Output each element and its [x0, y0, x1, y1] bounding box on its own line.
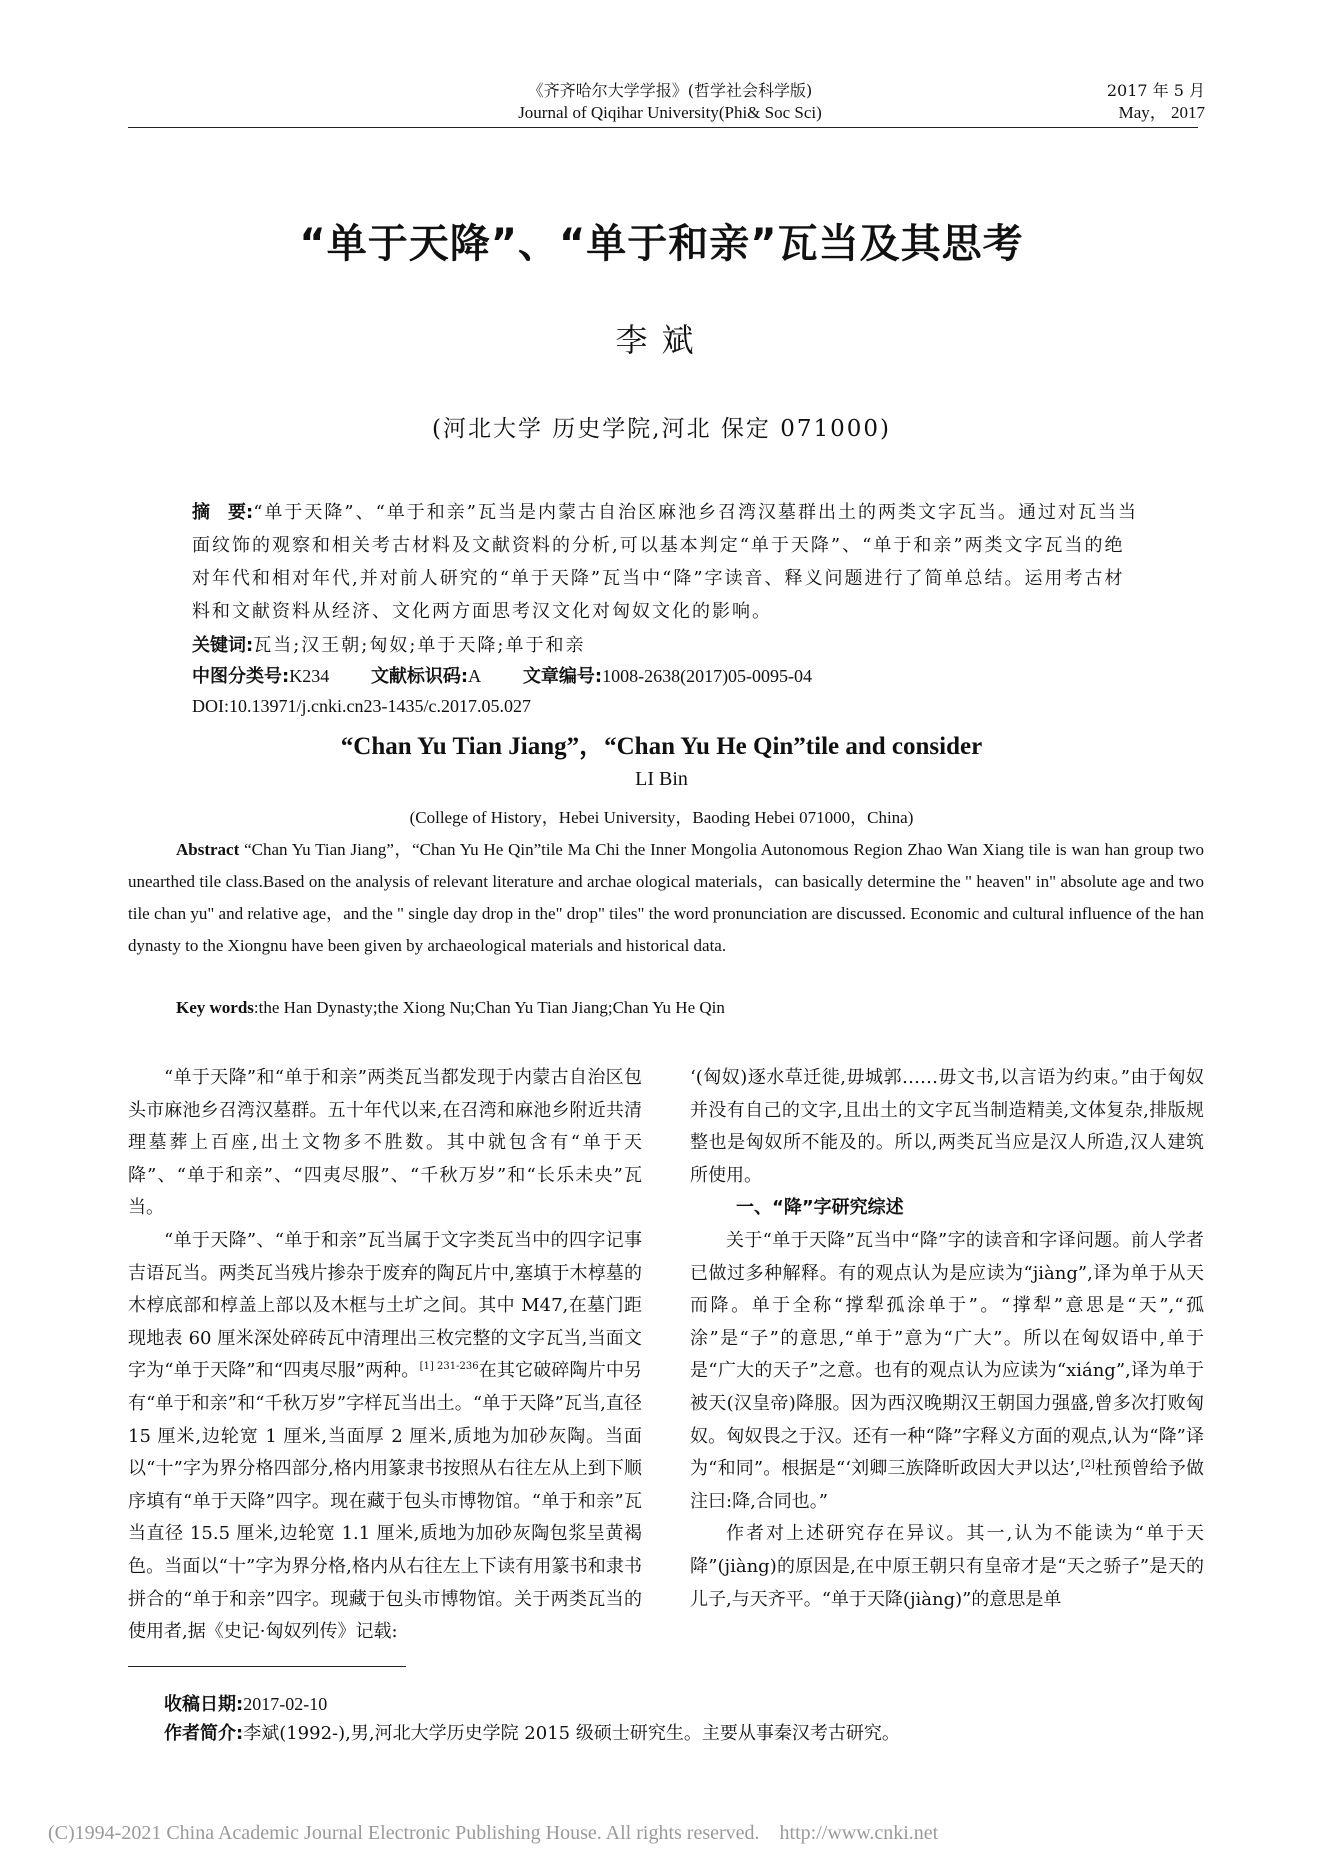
doi: DOI:10.13971/j.cnki.cn23-1435/c.2017.05.027 — [192, 696, 531, 716]
received-value: 2017-02-10 — [243, 1694, 328, 1714]
article-no-value: 1008-2638(2017)05-0095-04 — [602, 666, 813, 686]
abstract-en-text: “Chan Yu Tian Jiang”，“Chan Yu He Qin”tile Ma Chi the Inner Mongolia Autonomous Region Zhao Wan Xiang tile is wan han group two unearthed tile class.Based on the analysis of relevant literature and archae ological materials，can basically determine the " heaven" in" absolute age and two tile chan yu" and relative age，and the " single day drop in the" drop" tiles" the word pronunciation are discussed. Economic and cultural influence of the han dynasty to the Xiongnu have been given by archaeological materials and historical data. — [128, 840, 1204, 955]
paper-title-en: “Chan Yu Tian Jiang”，“Chan Yu He Qin”tile and consider — [340, 733, 983, 760]
author-affiliation: (河北大学 历史学院,河北 保定 071000) — [432, 416, 891, 442]
body-paragraph: 作者对上述研究存在异议。其一,认为不能读为“单于天降”(jiàng)的原因是,在中原王朝只有皇帝才是“天之骄子”是天的儿子,与天齐平。“单于天降(jiàng)”的意思是单 — [690, 1523, 1204, 1610]
keywords-zh-text: 瓦当;汉王朝;匈奴;单于天降;单于和亲 — [253, 635, 586, 656]
author-affiliation-en: (College of History，Hebei University，Baoding Hebei 071000，China) — [409, 808, 914, 827]
body-column-left — [128, 1062, 642, 1649]
paper-author: 李斌 — [615, 321, 708, 359]
copyright-notice: (C)1994-2021 China Academic Journal Electronic Publishing House. All rights reserved. http://www.cnki.net — [48, 1822, 939, 1844]
received-date — [164, 1690, 327, 1719]
running-header-date — [1085, 80, 1205, 124]
keywords-en — [176, 998, 725, 1018]
bio-text: 李斌(1992-),男,河北大学历史学院 2015 级硕士研究生。主要从事秦汉考古研究。 — [243, 1723, 900, 1744]
keywords-zh-label: 关键词: — [192, 635, 254, 656]
clc-label: 中图分类号: — [192, 666, 290, 687]
doc-code-label: 文献标识码: — [370, 666, 469, 687]
body-paragraph: “单于天降”和“单于和亲”两类瓦当都发现于内蒙古自治区包头市麻池乡召湾汉墓群。五十年代以来,在召湾和麻池乡附近共清理墓葬上百座,出土文物多不胜数。其中就包含有“单于天降”、“单于和亲”、“四夷尽服”、“千秋万岁”和“长乐未央”瓦当。 — [128, 1067, 642, 1219]
body-paragraph — [690, 1225, 1204, 1518]
journal-name-en: Journal of Qiqihar University(Phi& Soc Sci) — [518, 103, 822, 122]
bio-label: 作者简介: — [164, 1723, 244, 1744]
keywords-en-text: :the Han Dynasty;the Xiong Nu;Chan Yu Tian Jiang;Chan Yu He Qin — [253, 998, 725, 1017]
doc-code-value: A — [468, 666, 482, 686]
body-text: 关于“单于天降”瓦当中“降”字的读音和字译问题。前人学者已做过多种解释。有的观点认为是应读为“jiàng”,译为单于从天而降。单于全称“撑犁孤涂单于”。“撑犁”意思是“天”,“孤涂”是“子”的意思,“单于”意为“广大”。所以在匈奴语中,单于是“广大的天子”之意。也有的观点认为应读为“xiáng”,译为单于被天(汉皇帝)降服。因为西汉晚期汉王朝国力强盛,曾多次打败匈奴。匈奴畏之于汉。还有一种“降”字释义方面的观点,认为“降”译为“和同”。根据是“‘刘卿三族降昕政因大尹以达’, — [690, 1229, 1204, 1480]
abstract-zh — [192, 496, 1142, 628]
abstract-en-label: Abstract — [176, 840, 240, 859]
body-text: “单于天降”、“单于和亲”瓦当属于文字类瓦当中的四字记事吉语瓦当。两类瓦当残片掺杂于废弃的陶瓦片中,塞填于木椁墓的木椁底部和椁盖上部以及木框与土圹之间。其中 M47,在墓门距现地表 60 厘米深处碎砖瓦中清理出三枚完整的文字瓦当,当面文字为“单于天降”和“四夷尽服”两种。 — [128, 1229, 642, 1382]
clc-value: K234 — [289, 666, 330, 686]
journal-name-zh: 《齐齐哈尔大学学报》(哲学社会科学版) — [527, 81, 813, 100]
body-column-right — [690, 1062, 1204, 1616]
issue-date-zh: 2017 年 5 月 — [1106, 81, 1205, 100]
body-text: 在其它破碎陶片中另有“单于和亲”和“千秋万岁”字样瓦当出土。“单于天降”瓦当,直径 15 厘米,边轮宽 1 厘米,当面厚 2 厘米,质地为加砂灰陶。当面以“十”字为界分格四部分,格内用篆隶书按照从右往左从上到下顺序填有“单于天降”四字。现在藏于包头市博物馆。“单于和亲”瓦当直径 15.5 厘米,边轮宽 1.1 厘米,质地为加砂灰陶包浆呈黄褐色。当面以“十”字为界分格,格内从右往左上下读有用篆书和隶书拼合的“单于和亲”四字。现藏于包头市博物馆。关于两类瓦当的使用者,据《史记·匈奴列传》记载: — [128, 1360, 643, 1643]
author-bio — [164, 1720, 900, 1748]
running-header-journal — [440, 80, 900, 124]
keywords-en-label: Key words — [176, 998, 254, 1017]
footnote-divider — [128, 1666, 406, 1667]
body-text: 杜预曾给予做注曰:降,合同也。” — [690, 1458, 1205, 1512]
keywords-zh — [192, 631, 585, 661]
abstract-en — [128, 834, 1204, 962]
body-paragraph: ‘(匈奴)逐水草迁徙,毋城郭……毋文书,以言语为约束。”由于匈奴并没有自己的文字,且出土的文字瓦当制造精美,文体复杂,排版规整也是匈奴所不能及的。所以,两类瓦当应是汉人所造,汉人建筑所使用。 — [690, 1067, 1204, 1186]
abstract-zh-label: 摘 要: — [192, 502, 254, 523]
classification-line — [192, 661, 812, 692]
paper-author-en: LI Bin — [635, 768, 688, 790]
received-label: 收稿日期: — [164, 1694, 244, 1715]
abstract-zh-text: “单于天降”、“单于和亲”瓦当是内蒙古自治区麻池乡召湾汉墓群出土的两类文字瓦当。通过对瓦当当面纹饰的观察和相关考古材料及文献资料的分析,可以基本判定“单于天降”、“单于和亲”两类文字瓦当的绝对年代和相对年代,并对前人研究的“单于天降”瓦当中“降”字读音、释义问题进行了简单总结。运用考古材料和文献资料从经济、文化两方面思考汉文化对匈奴文化的影响。 — [192, 502, 1139, 622]
header-divider — [128, 127, 1198, 128]
paper-title: “单于天降”、“单于和亲”瓦当及其思考 — [299, 221, 1024, 267]
article-no-label: 文章编号: — [522, 666, 603, 687]
body-paragraph — [128, 1225, 642, 1649]
issue-date-en: May， 2017 — [1118, 103, 1205, 122]
citation-ref: [1] 231-236 — [419, 1361, 479, 1373]
section-heading: 一、“降”字研究综述 — [736, 1197, 904, 1219]
citation-ref: [2] — [1080, 1459, 1095, 1471]
